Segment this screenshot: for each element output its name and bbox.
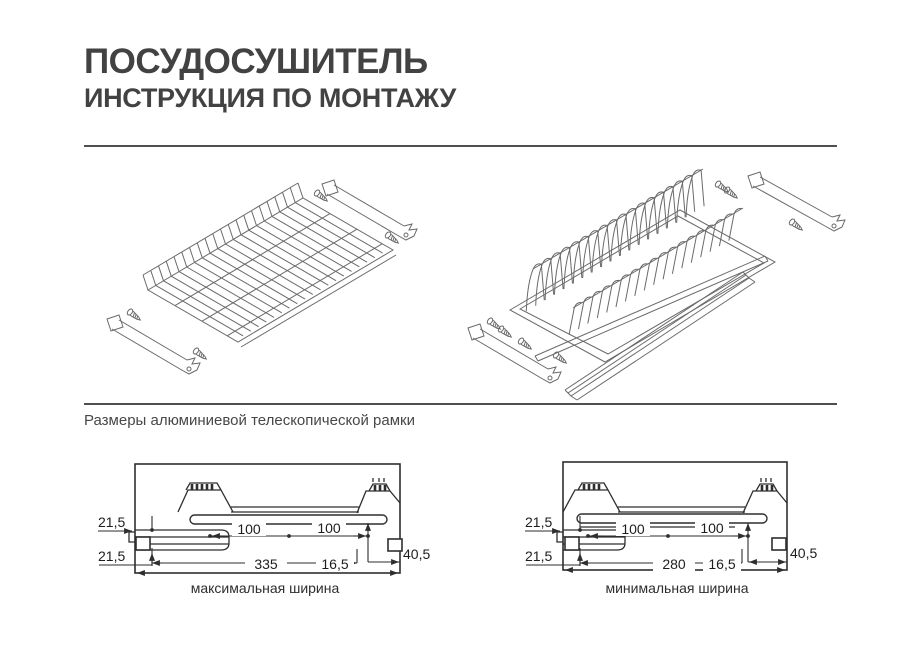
dim-label-side: 40,5: [790, 545, 818, 561]
dim-label-top-left: 21,5: [525, 514, 553, 530]
divider-top: [84, 145, 837, 147]
mounting-bracket-left: [468, 324, 561, 383]
wire-grid: [143, 183, 396, 347]
aluminium-profile-bar: [565, 272, 755, 400]
frame-profile: [557, 478, 787, 550]
dim-label-offset: 16,5: [321, 556, 349, 572]
mounting-bracket-right: [322, 180, 417, 240]
dim-label-length: 280: [662, 556, 686, 572]
dim-label-span-right: 100: [317, 520, 341, 536]
dim-label-length: 335: [254, 556, 278, 572]
min-width-caption: минимальная ширина: [605, 580, 749, 596]
dim-label-side: 40,5: [403, 546, 431, 562]
dim-label-bottom-left: 21,5: [525, 548, 553, 564]
page-subtitle: ИНСТРУКЦИЯ ПО МОНТАЖУ: [84, 83, 456, 113]
left-mount-square: [565, 537, 579, 550]
bracket-teeth: [584, 484, 772, 491]
right-mount-square: [772, 538, 786, 550]
right-mount-square: [388, 539, 402, 551]
mounting-bracket-left: [107, 315, 200, 374]
max-width-caption: максимальная ширина: [190, 580, 340, 596]
dim-label-bottom-left: 21,5: [98, 548, 126, 564]
wire-rack-exploded-diagram: [95, 165, 465, 395]
dim-label-span-left: 100: [237, 521, 261, 537]
frame-profile: [129, 478, 402, 551]
dim-label-top-left: 21,5: [98, 514, 126, 530]
divider-middle: [84, 403, 837, 405]
telescopic-rail: [535, 256, 768, 361]
plate-rack-exploded-diagram: [450, 158, 850, 403]
section-caption: Размеры алюминиевой телескопической рамки: [84, 412, 415, 429]
left-mount-square: [136, 537, 150, 550]
min-width-dimension-drawing: [505, 440, 835, 600]
cabinet-outline: [563, 462, 787, 570]
page-title: ПОСУДОСУШИТЕЛЬ: [84, 42, 428, 81]
dim-label-span-left: 100: [621, 521, 645, 537]
max-width-dimension-drawing: [85, 440, 455, 600]
dim-label-offset: 16,5: [708, 556, 736, 572]
dim-label-span-right: 100: [700, 520, 724, 536]
